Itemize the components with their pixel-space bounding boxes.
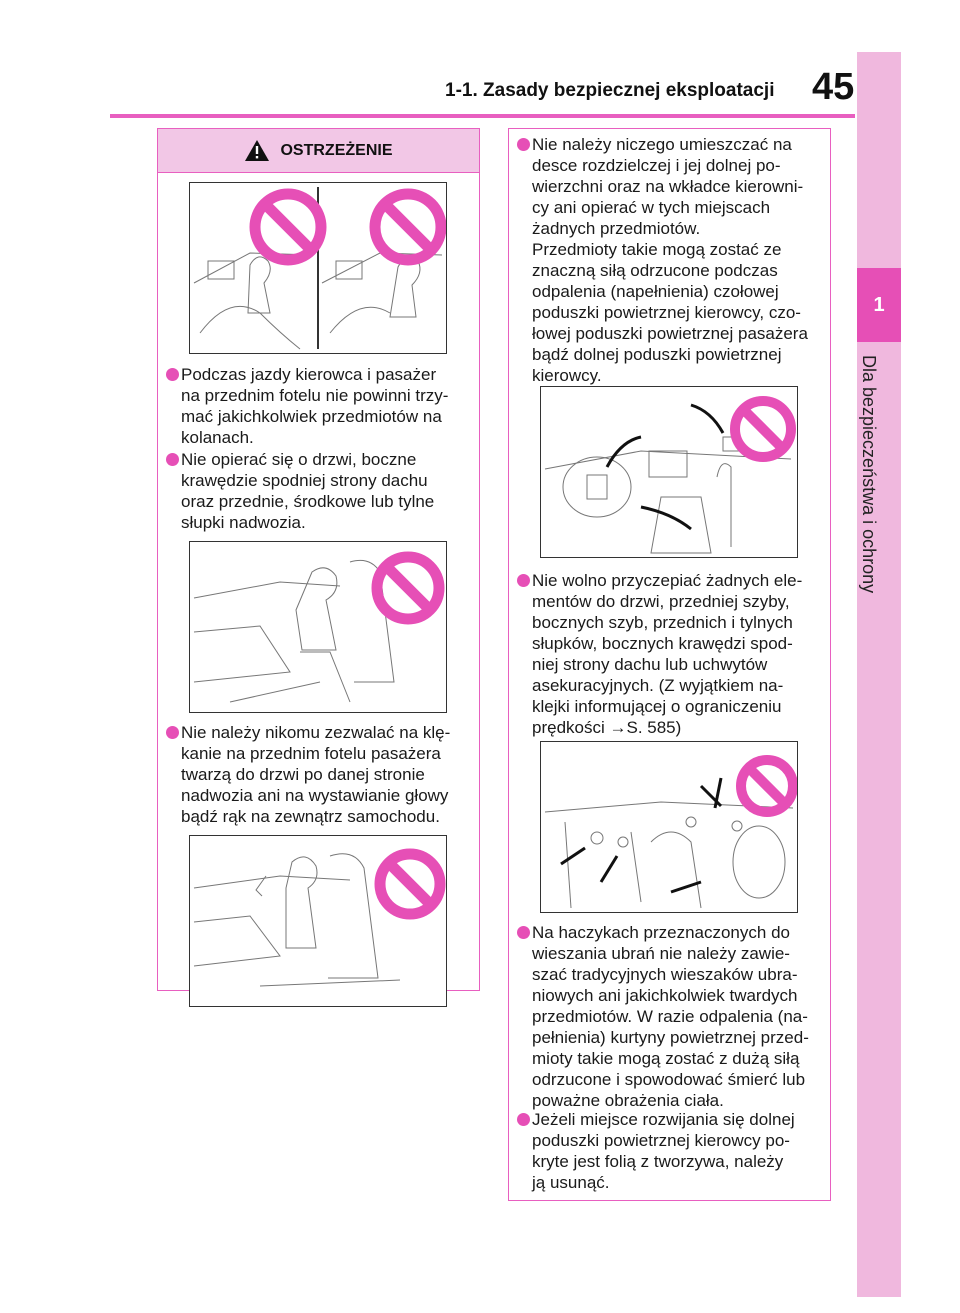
bullet-dot-icon [517, 138, 530, 151]
warning-header [158, 129, 479, 173]
chapter-number: 1 [857, 268, 901, 342]
left-bullet-1: Podczas jazdy kierowca i pasażer na przednim fotelu nie powinni trzy- mać jakichkolwiek przedmiotów na kolanach. [166, 364, 476, 448]
bullet-dot-icon [166, 368, 179, 381]
illustration-attached-items [540, 741, 798, 913]
prohibited-icon [735, 401, 791, 457]
chapter-label: Dla bezpieczeństwa i ochrony [859, 355, 879, 594]
bullet-dot-icon [517, 574, 530, 587]
prohibited-icon [255, 194, 321, 260]
prohibited-icon [380, 854, 440, 914]
right-bullet-1: Nie należy niczego umieszczać na desce rozdzielczej i jej dolnej po- wierzchni oraz na wkładce kierowni- cy ani opierać w tych miejscach żadnych przedmiotów. Przedmioty takie mogą zostać ze znaczną siłą odrzucone podczas odpalenia (napełnienia) czołowej poduszki powietrznej kierowcy, czo- łowej poduszki powietrznej pasażera bądź dolnej poduszki powietrznej kierowcy. [517, 134, 827, 386]
right-bullet-2: Nie wolno przyczepiać żadnych ele- mentów do drzwi, przedniej szyby, bocznych szyb, przednich i tylnych słupków, bocznych krawędzi spod- niej strony dachu lub uchwytów asekuracyjnych. (Z wyjątkiem na- klejki informującej o ograniczeniu prędkości →S. 585) [517, 570, 827, 738]
right-bullet-3: Na haczykach przeznaczonych do wieszania ubrań nie należy zawie- szać tradycyjnych wieszaków ubra- niowych ani jakichkolwiek twardych przedmiotów. W razie odpalenia (na- pełnienia) kurtyny powietrznej przed- mioty takie mogą zostać z dużą siłą odrzucone i spowodować śmierć lub poważne obrażenia ciała. [517, 922, 827, 1111]
bullet-dot-icon [166, 453, 179, 466]
page-number: 45 [812, 66, 855, 108]
bullet-dot-icon [517, 1113, 530, 1126]
prohibited-icon [377, 557, 439, 619]
left-bullet-3: Nie należy nikomu zezwalać na klę- kanie na przednim fotelu pasażera twarzą do drzwi po danej stronie nadwozia ani na wystawianie głowy bądź rąk na zewnątrz samochodu. [166, 722, 476, 827]
illustration-lap-items [189, 182, 447, 354]
prohibited-icon [375, 194, 441, 260]
prohibited-icon [741, 760, 793, 812]
warning-title: OSTRZEŻENIE [280, 141, 393, 159]
illustration-dashboard-items [540, 386, 798, 558]
right-bullet-4: Jeżeli miejsce rozwijania się dolnej poduszki powietrznej kierowcy po- kryte jest folią z tworzywa, należy ją usunąć. [517, 1109, 827, 1193]
bullet-dot-icon [166, 726, 179, 739]
section-title: 1-1. Zasady bezpiecznej eksploatacji [445, 80, 775, 101]
header-rule [110, 114, 855, 118]
warning-triangle-icon [244, 139, 270, 162]
illustration-leaning-door [189, 541, 447, 713]
side-tab [857, 52, 901, 1297]
left-bullet-2: Nie opierać się o drzwi, boczne krawędzie spodniej strony dachu oraz przednie, środkowe lub tylne słupki nadwozia. [166, 449, 476, 533]
illustration-kneeling-seat [189, 835, 447, 1007]
bullet-dot-icon [517, 926, 530, 939]
